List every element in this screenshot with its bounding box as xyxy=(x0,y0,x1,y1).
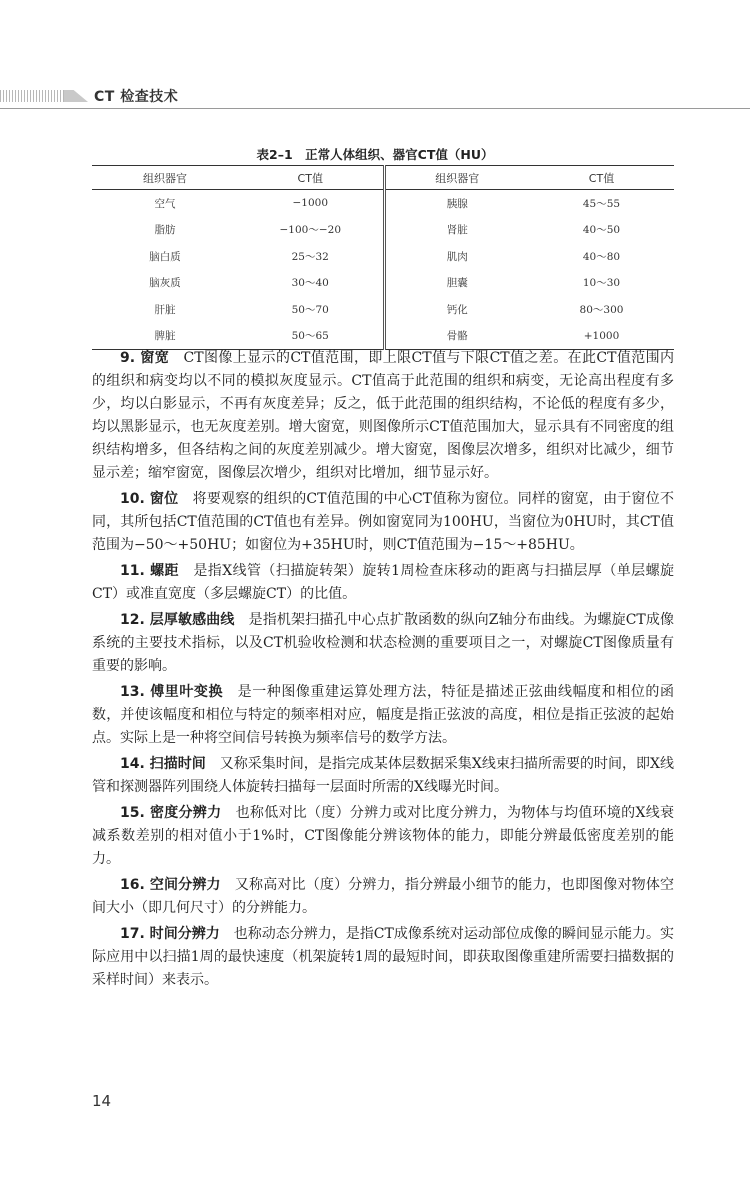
definition-spatial-resolution xyxy=(92,874,674,920)
term-heading: 11. 螺距 xyxy=(120,563,179,579)
running-header xyxy=(0,86,750,110)
column-header-organ: 组织器官 xyxy=(92,166,238,190)
definition-slice-sensitivity-profile xyxy=(92,609,674,678)
body-text xyxy=(92,347,674,995)
table-cell: 50～65 xyxy=(238,323,384,350)
table-row xyxy=(92,217,674,244)
definition-text: 是指机架扫描孔中心点扩散函数的纵向Z轴分布曲线。为螺旋CT成像系统的主要技术指标，以及CT机验收检测和状态检测的重要项目之一，对螺旋CT图像质量有重要的影响。 xyxy=(92,612,674,674)
definition-text: 又称采集时间，是指完成某体层数据采集X线束扫描所需要的时间，即X线管和探测器阵列围绕人体旋转扫描每一层面时所需的X线曝光时间。 xyxy=(92,756,674,795)
table-cell: 肝脏 xyxy=(154,303,176,316)
table-row xyxy=(92,296,674,323)
table-cell: 胰腺 xyxy=(446,197,468,210)
definition-window-level xyxy=(92,488,674,557)
definition-window-width xyxy=(92,347,674,485)
column-header-organ: 组织器官 xyxy=(384,166,529,190)
definition-scan-time xyxy=(92,753,674,799)
table-cell: +1000 xyxy=(529,323,674,350)
definition-text: 是一种图像重建运算处理方法，特征是描述正弦曲线幅度和相位的函数，并使该幅度和相位与特定的频率相对应，幅度是指正弦波的高度，相位是指正弦波的起始点。实际上是一种将空间信号转换为频率信号的数学方法。 xyxy=(92,684,675,746)
term-heading: 9. 窗宽 xyxy=(120,350,170,366)
term-heading: 17. 时间分辨力 xyxy=(120,926,220,942)
table-cell: 脾脏 xyxy=(92,323,238,350)
table-cell: 40～50 xyxy=(582,224,621,237)
book-title: CT 检查技术 xyxy=(94,89,179,105)
table-cell: 50～70 xyxy=(238,296,384,323)
table-caption: 表2–1 正常人体组织、器官CT值（HU） xyxy=(256,147,494,162)
header-rule xyxy=(0,108,750,109)
table-cell: 30～40 xyxy=(238,270,384,297)
table-row xyxy=(92,270,674,297)
table-cell: −1000 xyxy=(238,190,384,217)
definition-density-resolution xyxy=(92,802,674,871)
definition-text: 也称动态分辨力，是指CT成像系统对运动部位成像的瞬间显示能力。实际应用中以扫描1周的最快速度（机架旋转1周的最短时间，即获取图像重建所需要扫描数据的采样时间）来表示。 xyxy=(92,926,674,988)
table-cell: 肌肉 xyxy=(446,250,468,263)
term-heading: 12. 层厚敏感曲线 xyxy=(120,612,235,628)
ct-value-table xyxy=(92,165,674,350)
page-number: 14 xyxy=(92,1092,112,1110)
definition-pitch xyxy=(92,560,674,606)
table-cell: 脂肪 xyxy=(154,224,176,237)
table-cell: −100～−20 xyxy=(238,217,384,244)
table-cell: 空气 xyxy=(154,197,176,210)
table-cell: 脑白质 xyxy=(149,250,181,263)
table-cell: 10～30 xyxy=(582,277,621,290)
definition-text: 将要观察的组织的CT值范围的中心CT值称为窗位。同样的窗宽，由于窗位不同，其所包括CT值范围的CT值也有差异。例如窗宽同为100HU，当窗位为0HU时，其CT值范围为−50～+50HU；如窗位为+35HU时，则CT值范围为−15～+85HU。 xyxy=(92,491,674,553)
table-row xyxy=(92,190,674,217)
table-cell: 45～55 xyxy=(582,197,621,210)
definition-fourier-transform xyxy=(92,681,674,750)
term-heading: 14. 扫描时间 xyxy=(120,756,206,772)
header-dot-pattern xyxy=(0,90,64,102)
table-cell: 胆囊 xyxy=(446,277,468,290)
definition-text: 又称高对比（度）分辨力，指分辨最小细节的能力，也即图像对物体空间大小（即几何尺寸）的分辨能力。 xyxy=(92,877,674,916)
table-cell: 骨骼 xyxy=(384,323,529,350)
table-header-row xyxy=(92,166,674,190)
table-cell: 钙化 xyxy=(446,303,468,316)
header-tab-shape xyxy=(64,90,88,102)
table-row xyxy=(92,323,674,350)
definition-text: 也称低对比（度）分辨力或对比度分辨力，为物体与均值环境的X线衰减系数差别的相对值小于1%时，CT图像能分辨该物体的能力，即能分辨最低密度差别的能力。 xyxy=(92,805,674,867)
table-cell: 肾脏 xyxy=(446,224,468,237)
column-header-ct-value: CT值 xyxy=(238,166,384,190)
table-cell: 脑灰质 xyxy=(149,277,181,290)
definition-text: 是指X线管（扫描旋转架）旋转1周检查床移动的距离与扫描层厚（单层螺旋CT）或准直宽度（多层螺旋CT）的比值。 xyxy=(92,563,675,602)
term-heading: 10. 窗位 xyxy=(120,491,179,507)
term-heading: 13. 傅里叶变换 xyxy=(120,684,224,700)
definition-text: CT图像上显示的CT值范围，即上限CT值与下限CT值之差。在此CT值范围内的组织和病变均以不同的模拟灰度显示。CT值高于此范围的组织和病变，无论高出程度有多少，均以白影显示，不再有灰度差异；反之，低于此范围的组织结构，不论低的程度有多少，均以黑影显示，也无灰度差别。增大窗宽，则图像所示CT值范围加大，显示具有不同密度的组织结构增多，但各结构之间的灰度差别减少。增大窗宽，图像层次增多，组织对比减少，细节显示差；缩窄窗宽，图像层次增少，组织对比增加，细节显示好。 xyxy=(92,350,675,481)
table-row xyxy=(92,243,674,270)
table-cell: 40～80 xyxy=(582,250,621,263)
term-heading: 15. 密度分辨力 xyxy=(120,805,222,821)
term-heading: 16. 空间分辨力 xyxy=(120,877,221,893)
table-cell: 80～300 xyxy=(579,303,624,316)
table-cell: 25～32 xyxy=(238,243,384,270)
definition-temporal-resolution xyxy=(92,923,674,992)
column-header-ct-value: CT值 xyxy=(529,166,674,190)
